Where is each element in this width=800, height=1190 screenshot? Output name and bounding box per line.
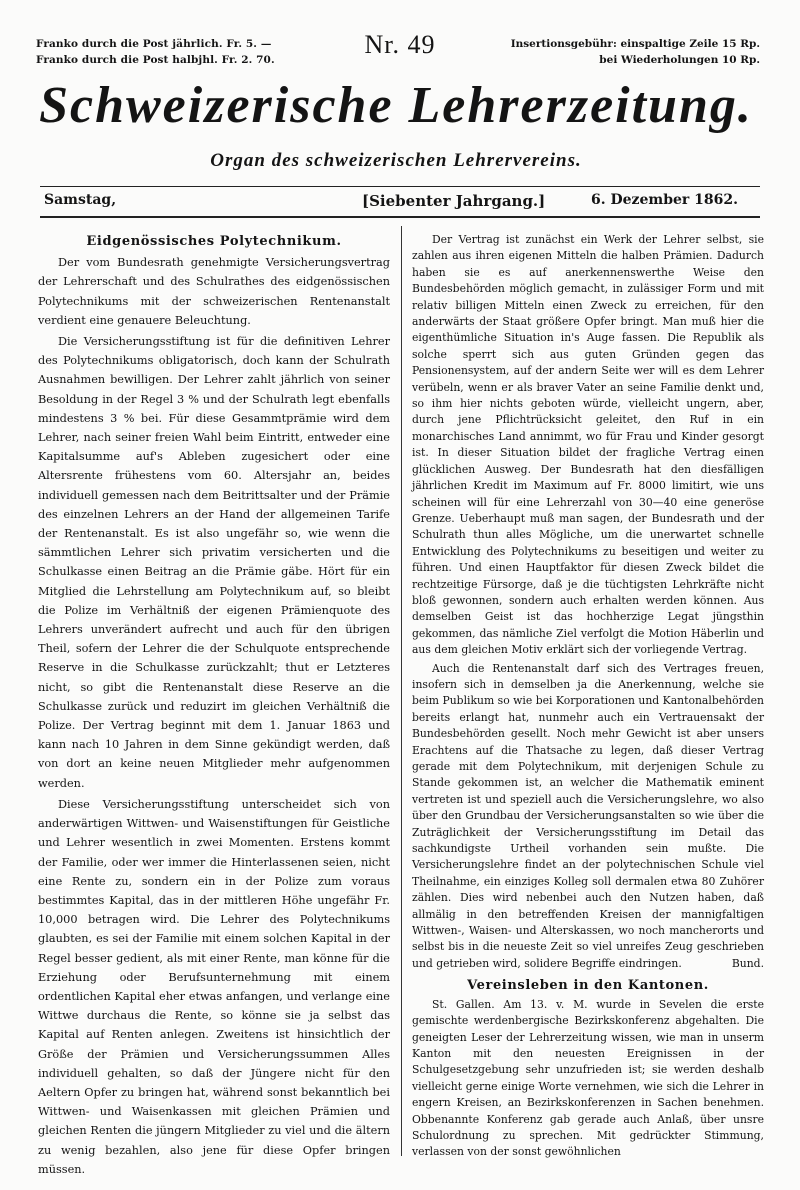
issue-number: Nr. 49 [364, 30, 436, 59]
column-left [38, 232, 390, 1179]
article-paragraph: Der vom Bundesrath genehmigte Versicherungsvertrag der Lehrerschaft und des Schulrathes des eidgenössischen Polytechnikums mit der schweizerischen Rentenanstalt verdient eine genauere Beleuchtung. [38, 256, 390, 327]
article-paragraph [412, 661, 764, 973]
subscription-price [36, 36, 286, 68]
volume-year: [Siebenter Jahrgang.] [362, 192, 546, 210]
dateline [40, 192, 760, 214]
advert-rate-line: Insertionsgebühr: einspaltige Zeile 15 Rp. [510, 38, 760, 50]
article-paragraph: Der Vertrag ist zunächst ein Werk der Lehrer selbst, sie zahlen aus ihren eigenen Mitteln die halben Prämien. Dadurch haben sie es auf anerkennenswerthe Weise den Bundesbehörden möglich gemacht, in zulässiger Form und mit relativ billigen Mitteln einen Zweck zu erreichen, für den anderwärts der Staat größere Opfer bringt. Man muß hier die eigenthümliche Situation in's Auge fassen. Die Republik als solche sperrt sich aus guten Gründen gegen das Pensionensystem, auf der andern Seite wer will es dem Lehrer verübeln, wenn er als braver Vater an seine Familie denkt und, so ihm hier nichts geboten würde, vielleicht ungern, aber, durch jene Pflichtrücksicht geleitet, den Ruf in ein monarchisches Land annimmt, wo für Frau und Kinder gesorgt ist. In dieser Situation bildet der fragliche Vertrag einen glücklichen Ausweg. Der Bundesrath hat den diesfälligen jährlichen Kredit im Maximum auf Fr. 8000 limitirt, wie uns scheinen will für eine Lehrerzahl von 30—40 eine generöse Grenze. Ueberhaupt muß man sagen, der Bundesrath und der Schulrath thun alles Mögliche, um die unerwartet schnelle Entwicklung des Polytechnikums zu beseitigen und weiter zu führen. Und einen Hauptfaktor für diesen Zweck bildet die rechtzeitige Fürsorge, daß je die tüchtigsten Lehrkräfte nicht bloß gewonnen, sondern auch erhalten werden können. Aus demselben Geist ist das hochherzige Legat jüngsthin gekommen, das nämliche Ziel verfolgt die Motion Häberlin und aus dem gleichen Motiv erklärt sich der vorliegende Vertrag. [412, 233, 764, 657]
weekday: Samstag, [44, 192, 117, 208]
article-paragraph-text: Auch die Rentenanstalt darf sich des Vertrages freuen, insofern sich in demselben ja die Anerkennung, welche sie beim Publikum so wie bei Korporationen und Kantonalbehörden bereits erlangt hat, nunmehr auch ein Vertrauensakt der Bundesbehörden gesellt. Noch mehr Gewicht ist aber unsers Erachtens auf die Thatsache zu legen, daß dieser Vertrag gerade mit dem Polytechnikum, mit derjenigen Schule zu Stande gekommen ist, an welcher die Mathematik eminent vertreten ist und speziell auch die Versicherungslehre, wo also über den Grundbau der Versicherungsanstalten so wie über die Zuträglichkeit der Versicherungsstiftung im Detail das sachkundigste Urtheil vorhanden sein mußte. Die Versicherungslehre findet an der polytechnischen Schule viel Theilnahme, ein einziges Kolleg soll dermalen etwa 80 Zuhörer zählen. Dies wird nebenbei auch den Nutzen haben, daß allmälig in den betreffenden Kreisen der mannigfaltigen Wittwen-, Waisen- und Alterskassen, wo noch mancherorts und selbst bis in die neueste Zeit so viel unreifes Zeug geschrieben und getrieben wird, solidere Begriffe eindringen. [412, 661, 764, 970]
issue-date: 6. Dezember 1862. [591, 192, 738, 208]
newspaper-title: Schweizerische Lehrerzeitung. [39, 77, 753, 134]
price-half-year: Franko durch die Post halbjhl. Fr. 2. 70. [36, 54, 275, 66]
article-signature: Bund. [731, 956, 764, 970]
price-yearly: Franko durch die Post jährlich. Fr. 5. — [36, 38, 272, 50]
article-paragraph: St. Gallen. Am 13. v. M. wurde in Sevelen die erste gemischte werdenbergische Bezirkskonferenz abgehalten. Die geneigten Leser der Lehrerzeitung wissen, wie man in unserm Kanton mit den neuesten Ereignissen in der Schulgesetzgebung sehr unzufrieden ist; sie werden deshalb vielleicht gerne einige Worte vernehmen, wie sich die Lehrer in engern Kreisen, an Bezirkskonferenzen in Sachen benehmen. Obbenannte Konferenz gab gerade auch Anlaß, über unsre Schulordnung zu sprechen. Mit gedrückter Stimmung, verlassen von der sonst gewöhnlichen [412, 997, 764, 1159]
article-heading: Eidgenössisches Polytechnikum. [86, 234, 342, 249]
advert-rates [510, 36, 760, 68]
section-heading: Vereinsleben in den Kantonen. [467, 978, 709, 994]
article-paragraph: Diese Versicherungsstiftung unterscheidet sich von anderwärtigen Wittwen- und Waisenstiftungen für Geistliche und Lehrer wesentlich in zwei Momenten. Erstens kommt der Familie, oder wer immer die Hinterlassenen seien, nicht eine Rente zu, sondern ein in der Polize zum voraus bestimmtes Kapital, das in der mittleren Höhe ungefähr Fr. 10,000 betragen wird. Die Lehrer des Polytechnikums glaubten, es sei der Familie mit einem solchen Kapital in der Regel besser gedient, als mit einer Rente, man könne für die Erziehung oder Berufsunternehmung mit einem ordentlichen Kapital eher etwas anfangen, und verlange eine Wittwe durchaus die Rente, so könne sie ja selbst das Kapital auf Renten anlegen. Zweitens ist hinsichtlich der Größe der Prämien und Versicherungssummen Alles individuell gehalten, so daß der Jüngere nicht für den Aeltern Opfer zu bringen hat, während sonst bekanntlich bei Wittwen- und Waisenkassen mit gleichen Prämien und gleichen Renten die jüngern Mitglieder zu viel und die ältern zu wenig bezahlen, also jene für diese Opfer bringen müssen. [38, 797, 390, 1176]
column-divider [401, 226, 402, 1156]
article-paragraph: Die Versicherungsstiftung ist für die definitiven Lehrer des Polytechnikums obligatorisch, doch kann der Schulrath Ausnahmen bewilligen. Der Lehrer zahlt jährlich von seiner Besoldung in der Regel 3 % und der Schulrath legt ebenfalls mindestens 3 % bei. Für diese Gesammtprämie wird dem Lehrer, nach seiner freien Wahl beim Eintritt, entweder eine Kapitalsumme auf's Ableben zugesichert oder eine Altersrente frühestens vom 60. Altersjahr an, beides individuell gemessen nach dem Beitrittsalter und der Prämie des einzelnen Lehrers an der Hand der allgemeinen Tarife der Rentenanstalt. Es ist also ungefähr so, wie wenn die sämmtlichen Lehrer sich privatim versicherten und die Schulkasse einen Beitrag an die Prämie gäbe. Hört für ein Mitglied die Lehrstellung am Polytechnikum auf, so bleibt die Polize im Verhältniß der eigenen Prämienquote des Lehrers unverändert aufrecht und auch für den übrigen Theil, sofern der Lehrer die der Schulquote entsprechende Reserve in die Schulkasse zurückzahlt; thut er Letzteres nicht, so gibt die Rentenanstalt diese Reserve an die Schulkasse zurück und reduzirt im gleichen Verhältniß die Polize. Der Vertrag beginnt mit dem 1. Januar 1863 und kann nach 10 Jahren in dem Sinne gekündigt werden, daß von dort an keine neuen Mitglieder mehr aufgenommen werden. [38, 335, 390, 790]
header-rule-bottom [40, 216, 760, 218]
advert-repeat-rate: bei Wiederholungen 10 Rp. [599, 54, 760, 66]
column-right [412, 232, 764, 1161]
newspaper-subtitle: Organ des schweizerischen Lehrervereins. [210, 150, 582, 171]
header-rule-top [40, 186, 760, 187]
